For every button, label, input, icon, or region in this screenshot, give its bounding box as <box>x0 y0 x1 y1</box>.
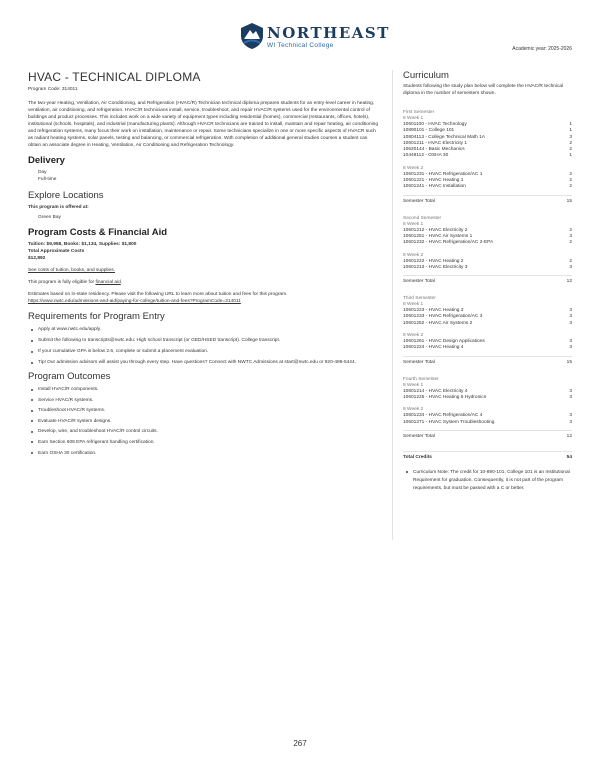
week-label: 8 Week 1 <box>403 221 424 227</box>
semester-name: First Semester <box>403 110 435 115</box>
outcome-item: Earn OSHA 30 certification. <box>28 450 380 457</box>
delivery-list <box>28 169 380 183</box>
course-title: 10601100 - HVAC Technology <box>403 122 467 127</box>
course-credits: 3 <box>569 394 572 400</box>
course-credits: 2 <box>569 227 572 233</box>
outcome-item: Troubleshoot HVAC/R systems. <box>28 407 380 414</box>
semester-total-label: Semester Total <box>403 359 435 365</box>
total-costs-value: $12,892 <box>28 256 46 261</box>
course-row <box>403 345 572 351</box>
academic-year: Academic year: 2025-2026 <box>512 46 572 52</box>
course-title: 10601223 - HVAC Heating 3 <box>403 308 464 314</box>
logo-name: NORTHEAST <box>267 24 390 42</box>
course-title: 10601214 - HVAC Electricity 4 <box>403 388 468 394</box>
course-title: 10601232 - HVAC Refrigeration/AC 2-EPA <box>403 240 494 246</box>
semester-total <box>403 430 572 440</box>
course-row <box>403 184 572 190</box>
curriculum-heading: Curriculum <box>403 70 449 81</box>
course-row <box>403 153 572 159</box>
logo-mark-icon <box>240 22 264 50</box>
semester-first <box>403 110 572 205</box>
program-code: Program Code: 314011 <box>28 87 78 92</box>
course-title: 10449112 - OSHA 30 <box>403 153 449 159</box>
semester-total <box>403 275 572 285</box>
location-item: Green Bay <box>38 215 61 220</box>
outcome-item: Install HVAC/R components. <box>28 386 380 393</box>
course-credits: 3 <box>569 388 572 394</box>
total-credits-label: Total Credits <box>403 454 432 460</box>
left-column <box>28 70 380 457</box>
week-label: 8 Week 1 <box>403 302 424 308</box>
offered-at-label: This program is offered at: <box>28 205 89 210</box>
course-credits: 2 <box>569 178 572 184</box>
course-credits: 3 <box>569 264 572 270</box>
course-title: 10601231 - HVAC Refrigeration/AC 1 <box>403 171 483 177</box>
requirements-heading: Requirements for Program Entry <box>28 311 165 322</box>
course-credits: 2 <box>569 258 572 264</box>
see-costs-link[interactable]: See costs of tuition, books, and supplies. <box>28 268 115 273</box>
column-divider <box>392 70 393 540</box>
course-credits: 3 <box>569 345 572 351</box>
total-credits-value: 54 <box>566 454 572 460</box>
estimates-note: Estimates based on in-state residency. Please visit the following URL to learn more about tuition and fees for this program. <box>28 292 288 297</box>
course-title: 10601251 - HVAC Air Systems 1 <box>403 233 473 239</box>
week-label: 8 Week 1 <box>403 116 424 121</box>
semester-total-label: Semester Total <box>403 198 435 204</box>
aid-prefix: This program is fully eligible for <box>28 280 96 285</box>
outcomes-list <box>28 386 380 457</box>
course-title: 10601213 - HVAC Electricity 3 <box>403 264 468 270</box>
outcome-item: Earn Section 608 EPA refrigerant handling certification. <box>28 439 380 446</box>
week-label: 8 Week 2 <box>403 165 424 171</box>
locations-heading: Explore Locations <box>28 190 104 201</box>
curriculum-column <box>403 70 572 493</box>
course-title: 10890101 - College 101 <box>403 128 455 134</box>
course-credits: 3 <box>569 413 572 419</box>
course-title: 10601271 - HVAC System Troubleshooting <box>403 419 495 425</box>
course-row <box>403 395 572 401</box>
requirement-item: Submit the following to transcripts@nwtc.edu: High school transcript (or GED/HSED transcript). College transcript. <box>28 337 380 344</box>
semester-total-label: Semester Total <box>403 279 435 285</box>
semester-total <box>403 356 572 366</box>
semester-total-value: 15 <box>566 359 572 365</box>
course-title: 10601234 - HVAC Refrigeration/AC 4 <box>403 413 483 419</box>
college-logo <box>240 22 390 54</box>
course-title: 10601241 - HVAC Installation <box>403 184 466 190</box>
financial-aid-line <box>28 279 380 286</box>
tuition-url-link[interactable]: https://www.nwtc.edu/admissions-and-aid/paying-for-college/tuition-and-fees?ProgramCode=314011 <box>28 299 241 304</box>
semester-total-value: 12 <box>566 279 572 285</box>
semester-third <box>403 296 572 365</box>
course-title: 10601224 - HVAC Heating 4 <box>403 345 464 351</box>
course-row <box>403 321 572 327</box>
course-title: 10601225 - HVAC Heating 5 Hydronics <box>403 394 487 400</box>
course-credits: 2 <box>569 184 572 190</box>
program-description: The two-year Heating, Ventilation, Air Conditioning, and Refrigeration (HVAC/R) Technician technical diploma prepares students for an entry-level career in heating, ventilation, air conditioning, and refrigeration. HVAC/R technicians install, service, troubleshoot, and repair HVAC/R systems used for the environmental control of buildings and product processes. This includes work on a wide variety of equipment types including residential (homes), commercial (restaurants, offices, hotels), institutional (schools, hospitals), and industrial (manufacturing plants). Although HVACR technicians are trained to install, maintain and repair heating, air conditioning and refrigeration systems, many focus their work on installation, maintenance or repair. Some technicians specialize in one or more specific aspects of HVACR such as radiant heating systems, solar panels, testing and balancing, or commercial refrigeration. With completion of additional general studies courses a student can obtain an associate degree in Heating, Ventilation, Air Conditioning and Refrigeration Technology. <box>28 101 379 148</box>
semester-total-value: 12 <box>566 433 572 439</box>
semester-total-label: Semester Total <box>403 433 435 439</box>
total-costs-label: Total Approximate Costs <box>28 249 85 254</box>
page-header <box>0 0 600 60</box>
total-credits <box>403 451 572 461</box>
course-credits: 3 <box>569 308 572 314</box>
course-row <box>403 420 572 426</box>
outcomes-heading: Program Outcomes <box>28 371 111 382</box>
course-title: 10601212 - HVAC Electricity 2 <box>403 227 468 233</box>
outcome-item: Evaluate HVAC/R system designs. <box>28 418 380 425</box>
week-label: 8 Week 1 <box>403 382 424 388</box>
course-credits: 2 <box>569 171 572 177</box>
page-title: HVAC - TECHNICAL DIPLOMA <box>28 70 201 84</box>
curriculum-notes <box>403 469 572 493</box>
aid-suffix: . <box>120 280 123 285</box>
semester-total <box>403 195 572 205</box>
week-label: 8 Week 2 <box>403 252 424 258</box>
requirements-list <box>28 326 380 366</box>
logo-subtitle: WI Technical College <box>267 42 334 49</box>
financial-aid-link[interactable]: financial aid <box>95 280 121 285</box>
semester-second <box>403 216 572 285</box>
course-credits: 3 <box>569 233 572 239</box>
course-credits: 2 <box>569 147 572 153</box>
curriculum-intro: Students following the study plan below will complete the HVAC/R technical diploma in the number of semesters shown. <box>403 84 564 96</box>
outcome-item: Service HVAC/R systems. <box>28 397 380 404</box>
semester-name: Second Semester <box>403 215 442 221</box>
week-label: 8 Week 2 <box>403 407 424 413</box>
course-row <box>403 265 572 271</box>
requirement-item: If your cumulative GPA is below 2.6, complete or submit a placement evaluation. <box>28 348 380 355</box>
page-number: 267 <box>293 739 307 748</box>
course-title: 10601211 - HVAC Electricity 1 <box>403 140 468 146</box>
course-title: 10601252 - HVAC Air Systems 2 <box>403 320 473 326</box>
delivery-heading: Delivery <box>28 155 65 166</box>
requirement-item: Tip! Our admission advisors will assist you through every step. Have questions? Connect with NWTC Admissions at start@nwtc.edu or 920-498-5444. <box>28 359 380 366</box>
tuition-breakdown: Tuition: $9,958, Books: $1,134, Supplies: $1,800 <box>28 242 137 247</box>
course-credits: 2 <box>569 240 572 246</box>
course-credits: 2 <box>569 140 572 146</box>
course-row <box>403 240 572 246</box>
requirement-item: Apply at www.nwtc.edu/apply. <box>28 326 380 333</box>
course-title: 10601261 - HVAC Design Applications <box>403 339 485 345</box>
semester-name: Fourth Semester <box>403 376 439 382</box>
course-credits: 3 <box>569 314 572 320</box>
curriculum-note: Curriculum Note: The credit for 10-890-101, College 101 is an Institutional Requirement for graduation. Consequently, it is not part of the program requirements, but must be passed with a C or better. <box>403 469 572 493</box>
course-credits: 3 <box>569 419 572 425</box>
course-title: 10804113 - College Technical Math 1A <box>403 134 485 140</box>
delivery-item: Full-time <box>38 177 57 182</box>
costs-heading: Program Costs & Financial Aid <box>28 227 168 238</box>
semester-fourth <box>403 377 572 440</box>
course-credits: 1 <box>569 122 572 127</box>
semester-total-value: 15 <box>566 198 572 204</box>
course-title: 10601221 - HVAC Heating 1 <box>403 178 464 184</box>
course-title: 10601222 - HVAC Heating 2 <box>403 258 464 264</box>
course-credits: 3 <box>569 339 572 345</box>
course-credits: 1 <box>569 153 572 159</box>
outcome-item: Develop, wire, and troubleshoot HVAC/R control circuits. <box>28 428 380 435</box>
delivery-item: Day <box>38 170 47 175</box>
semester-name: Third Semester <box>403 296 436 302</box>
week-label: 8 Week 2 <box>403 333 424 339</box>
course-title: 10601233 - HVAC Refrigeration/AC 3 <box>403 314 483 320</box>
course-credits: 1 <box>569 128 572 134</box>
course-title: 10620144 - Basic Mechanics <box>403 147 465 153</box>
course-credits: 3 <box>569 134 572 140</box>
course-credits: 3 <box>569 320 572 326</box>
